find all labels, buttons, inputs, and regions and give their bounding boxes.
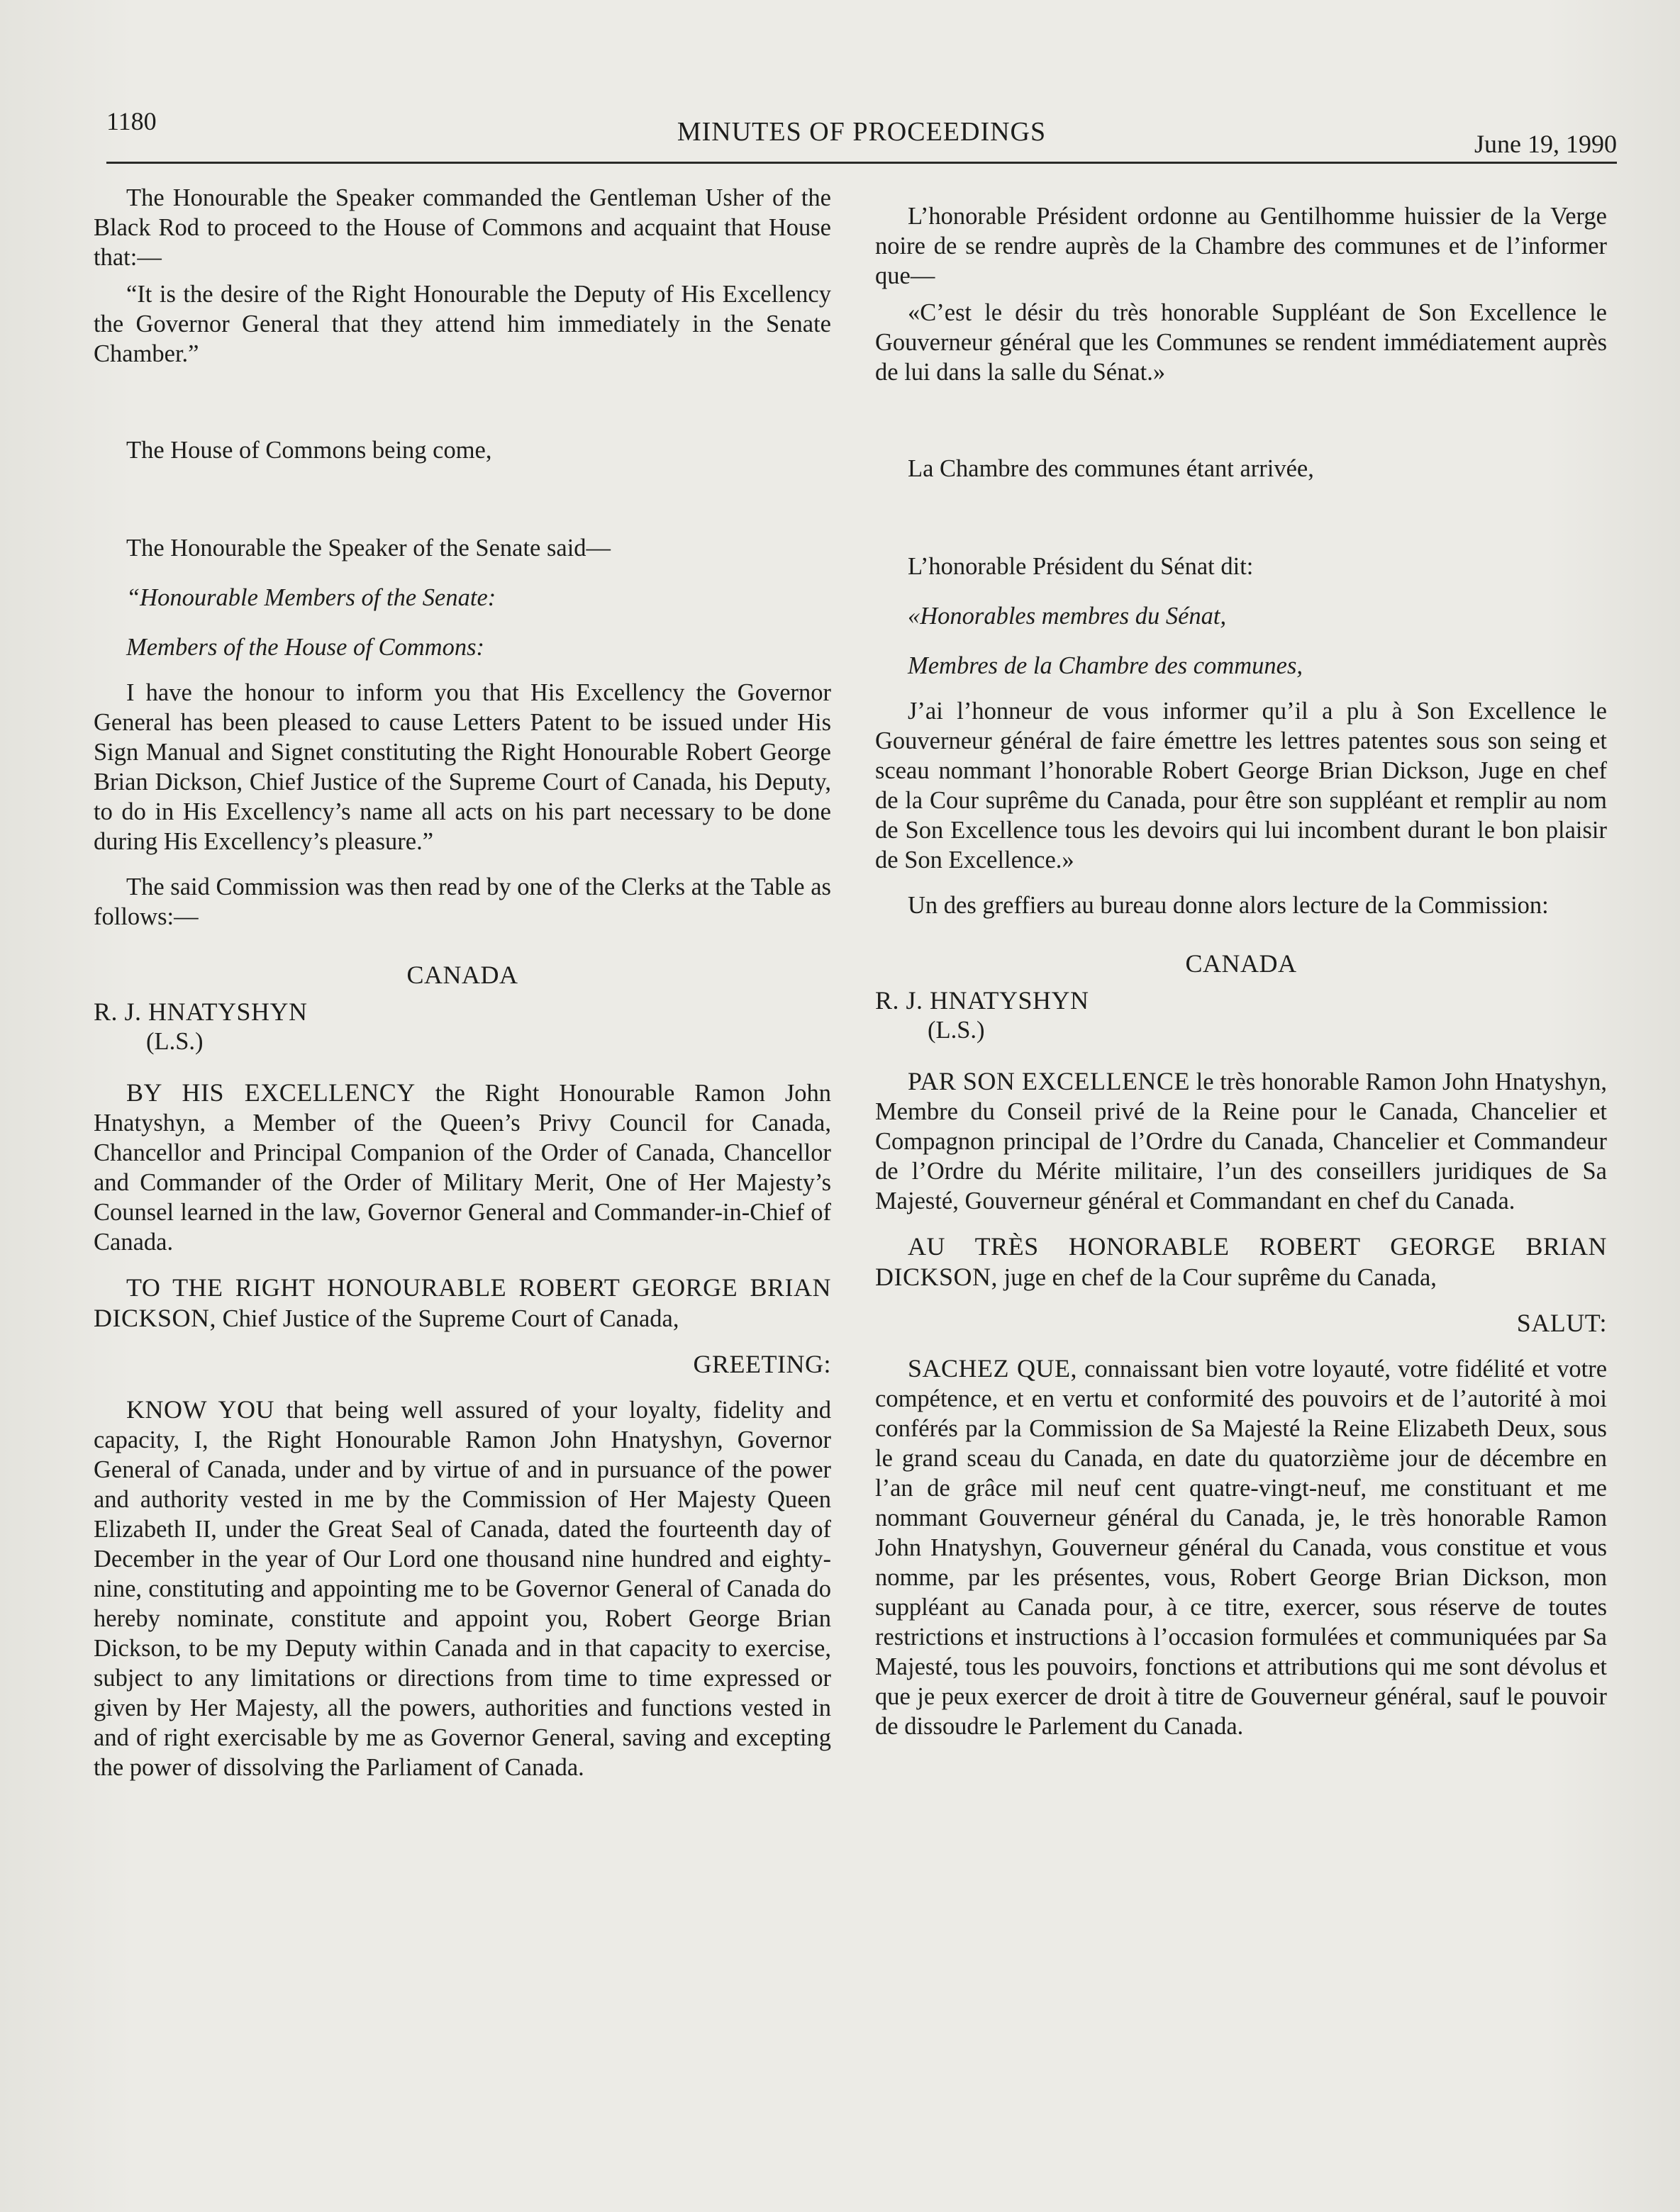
fr-sachez-que-text: connaissant bien votre loyauté, votre fidélité et votre compétence, et en vertu et conformité des pouvoirs et de l’autorité à moi conférés par la Commission de Sa Majesté la Reine Elizabeth Deux, sous le grand sceau du Canada, en date du quatorzième jour de décembre en l’an de grâce mil neuf cent quatre-vingt-neuf, me constituant et me nommant Gouverneur général du Canada, je, le très honorable Ramon John Hnatyshyn, Gouverneur général du Canada, vous constitue et vous nomme, par les présentes, vous, Robert George Brian Dickson, mon suppléant au Canada pour, à ce titre, exercer, sous réserve de toutes restrictions et instructions à l’occasion formulées et communiquées par Sa Majesté, tous les pouvoirs, fonctions et attributions qui me sont dévolus et que je peux exercer de droit à titre de Gouverneur général, sauf le pouvoir de dissoudre le Parlement du Canada. (875, 1356, 1608, 1740)
fr-commission-read: Un des greffiers au bureau donne alors lecture de la Commission: (908, 892, 1549, 919)
fr-signer: R. J. HNATYSHYN (875, 986, 1089, 1015)
english-column (94, 183, 831, 1782)
fr-sachez-que (875, 1353, 1607, 1741)
page-date: June 19, 1990 (1474, 130, 1617, 158)
en-salutation-commons: Members of the House of Commons: (126, 634, 484, 661)
en-announcement: I have the honour to inform you that His Excellency the Governor General has been pleased to cause Letters Patent to be issued under His Sign Manual and Signet constituting the Right Honourable Robert George Brian Dickson, Chief Justice of the Supreme Court of Canada, his Deputy, to do in His Excellency’s name all acts on his part necessary to be done during His Excellency’s pleasure.” (94, 679, 831, 855)
en-speaker-said: The Honourable the Speaker of the Senate said— (126, 535, 611, 562)
fr-commons-come: La Chambre des communes étant arrivée, (908, 455, 1314, 482)
en-by-his-excellency-text: the Right Honourable Ramon John Hnatyshyn, a Member of the Queen’s Privy Council for Canada, Chancellor and Principal Companion of the Order of Canada, Chancellor and Commander of the Order of Military Merit, One of Her Majesty’s Counsel learned in the law, Governor General and Commander-in-Chief of Canada. (94, 1080, 831, 1256)
fr-salutation-commons: Membres de la Chambre des communes, (908, 652, 1303, 679)
en-speaker-command: The Honourable the Speaker commanded the Gentleman Usher of the Black Rod to proceed to the House of Commons and acquaint that House that:— (94, 184, 831, 271)
en-addressee-lead: TO THE RIGHT HONOURABLE ROBERT GEORGE BRIAN DICKSON, (94, 1273, 831, 1332)
fr-par-son-excellence-text: le très honorable Ramon John Hnatyshyn, Membre du Conseil privé de la Reine pour le Canada, Chancelier et Compagnon principal de l’Ordre du Canada, Chancelier et Commandeur de l’Ordre du Mérite militaire, l’un des conseillers juridiques de Sa Majesté, Gouverneur général et Commandant en chef du Canada. (875, 1068, 1607, 1214)
fr-seal: (L.S.) (928, 1017, 985, 1044)
en-know-you (94, 1395, 831, 1782)
fr-par-son-excellence-lead: PAR SON EXCELLENCE (908, 1067, 1190, 1095)
fr-par-son-excellence (875, 1066, 1607, 1216)
page-number: 1180 (106, 107, 157, 135)
page-title: MINUTES OF PROCEEDINGS (677, 117, 1047, 147)
fr-announcement: J’ai l’honneur de vous informer qu’il a plu à Son Excellence le Gouverneur général de faire émettre les lettres patentes sous son seing et sceau nommant l’honorable Robert George Brian Dickson, Juge en chef de la Cour suprême du Canada, pour être son suppléant et remplir au nom de Son Excellence tous les devoirs qui lui incombent durant le bon plaisir de Son Excellence.» (875, 698, 1607, 873)
fr-canada-heading: CANADA (1185, 949, 1297, 978)
fr-desire-quote: «C’est le désir du très honorable Suppléant de Son Excellence le Gouverneur général que les Communes se rendent immédiatement auprès de lui dans la salle du Sénat.» (875, 299, 1607, 386)
en-know-you-lead: KNOW YOU (126, 1395, 275, 1424)
en-addressee-text: Chief Justice of the Supreme Court of Canada, (216, 1305, 679, 1332)
fr-speaker-command: L’honorable Président ordonne au Gentilhomme huissier de la Verge noire de se rendre auprès de la Chambre des communes et de l’informer que— (875, 203, 1607, 289)
en-commons-come: The House of Commons being come, (126, 437, 492, 464)
en-know-you-text: that being well assured of your loyalty, fidelity and capacity, I, the Right Honourable Ramon John Hnatyshyn, Governor General of Canada, under and by virtue of and in pursuance of the power and authority vested in me by the Commission of Her Majesty Queen Elizabeth II, under the Great Seal of Canada, dated the fourteenth day of December in the year of Our Lord one thousand nine hundred and eighty-nine, constituting and appointing me to be Governor General of Canada do hereby nominate, constitute and appoint you, Robert George Brian Dickson, to be my Deputy within Canada and in that capacity to exercise, subject to any limitations or directions from time to time expressed or given by Her Majesty, all the powers, authorities and functions vested in and of right exercisable by me as Governor General, saving and excepting the power of dissolving the Parliament of Canada. (94, 1397, 831, 1781)
fr-salutation-senate: «Honorables membres du Sénat, (908, 603, 1227, 630)
en-salutation-senate: “Honourable Members of the Senate: (126, 584, 496, 611)
page-header (106, 106, 1617, 163)
header-rule (106, 162, 1617, 164)
french-column (875, 183, 1607, 1741)
en-greeting: GREETING: (693, 1350, 831, 1378)
en-by-his-excellency (94, 1078, 831, 1257)
en-commission-read: The said Commission was then read by one of the Clerks at the Table as follows:— (94, 873, 831, 930)
en-seal: (L.S.) (146, 1028, 204, 1055)
en-by-his-excellency-lead: BY HIS EXCELLENCY (126, 1078, 416, 1107)
fr-sachez-que-lead: SACHEZ QUE, (908, 1354, 1078, 1382)
en-addressee (94, 1273, 831, 1334)
fr-addressee (875, 1231, 1607, 1292)
en-canada-heading: CANADA (406, 961, 518, 989)
fr-addressee-lead: AU TRÈS HONORABLE ROBERT GEORGE BRIAN DICKSON, (875, 1232, 1607, 1291)
en-signer: R. J. HNATYSHYN (94, 998, 308, 1026)
fr-greeting: SALUT: (1516, 1309, 1607, 1337)
fr-speaker-said: L’honorable Président du Sénat dit: (908, 553, 1254, 580)
en-desire-quote: “It is the desire of the Right Honourable the Deputy of His Excellency the Governor General that they attend him immediately in the Senate Chamber.” (94, 281, 831, 367)
fr-addressee-text: juge en chef de la Cour suprême du Canada, (998, 1264, 1437, 1291)
